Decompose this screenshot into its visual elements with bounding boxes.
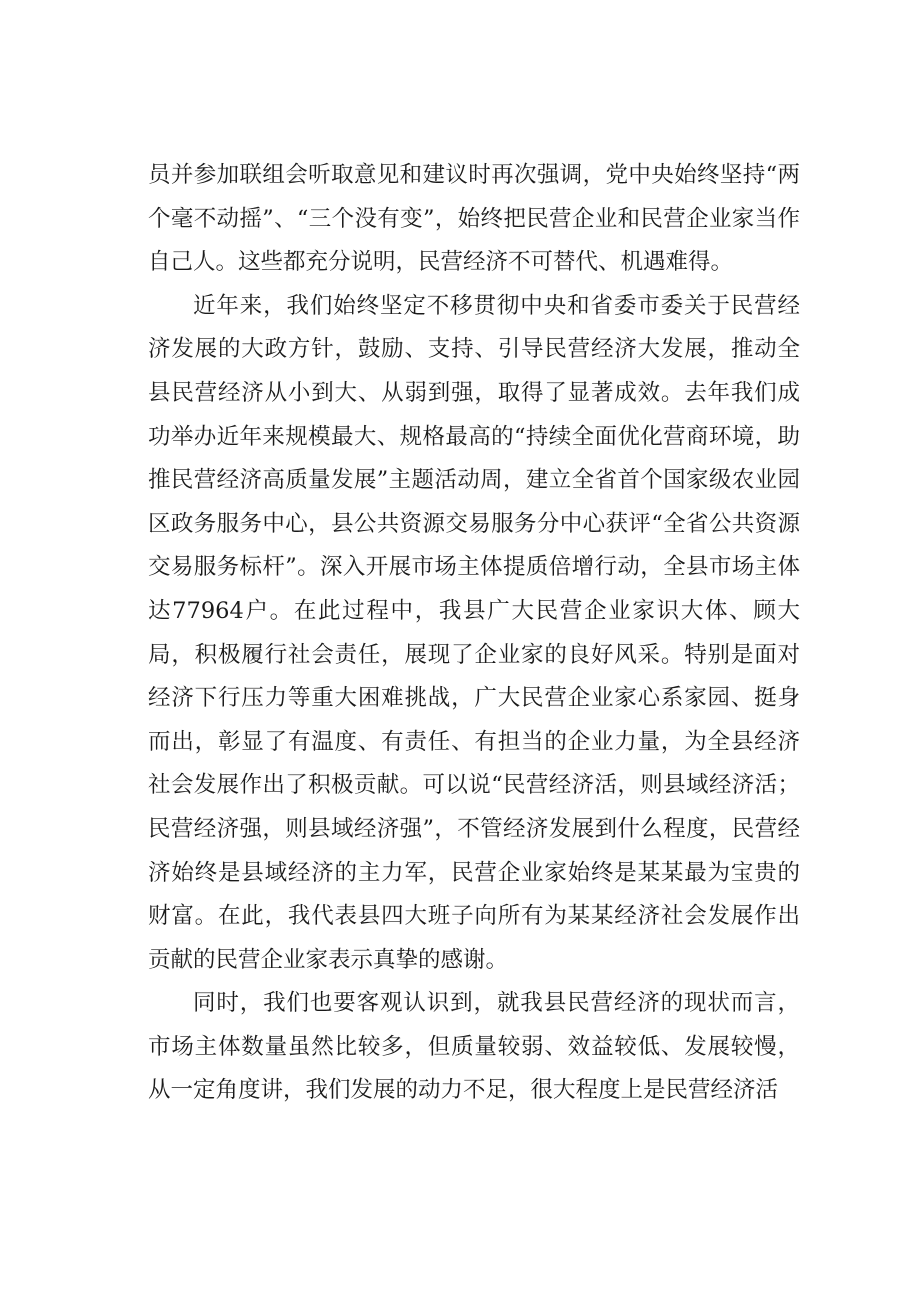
paragraph-3: 同时，我们也要客观认识到，就我县民营经济的现状而言，市场主体数量虽然比较多，但质量较弱、效益较低、发展较慢，从一定角度讲，我们发展的动力不足，很大程度上是民营经济活 — [148, 990, 800, 1104]
paragraph-1: 员并参加联组会听取意见和建议时再次强调，党中央始终坚持“两个毫不动摇”、“三个没有变”，始终把民营企业和民营企业家当作自己人。这些都充分说明，民营经济不可替代、机遇难得。 — [148, 162, 800, 276]
document-body — [148, 154, 800, 1113]
paragraph-2: 近年来，我们始终坚定不移贯彻中央和省委市委关于民营经济发展的大政方针，鼓励、支持、引导民营经济大发展，推动全县民营经济从小到大、从弱到强，取得了显著成效。去年我们成功举办近年来规模最大、规格最高的“持续全面优化营商环境，助推民营经济高质量发展”主题活动周，建立全省首个国家级农业园区政务服务中心，县公共资源交易服务分中心获评“全省公共资源交易服务标杆”。深入开展市场主体提质倍增行动，全县市场主体达77964户。在此过程中，我县广大民营企业家识大体、顾大局，积极履行社会责任，展现了企业家的良好风采。特别是面对经济下行压力等重大困难挑战，广大民营企业家心系家园、挺身而出，彰显了有温度、有责任、有担当的企业力量，为全县经济社会发展作出了积极贡献。可以说“民营经济活，则县域经济活；民营经济强，则县域经济强”，不管经济发展到什么程度，民营经济始终是县域经济的主力军，民营企业家始终是某某最为宝贵的财富。在此，我代表县四大班子向所有为某某经济社会发展作出贡献的民营企业家表示真挚的感谢。 — [148, 292, 800, 973]
